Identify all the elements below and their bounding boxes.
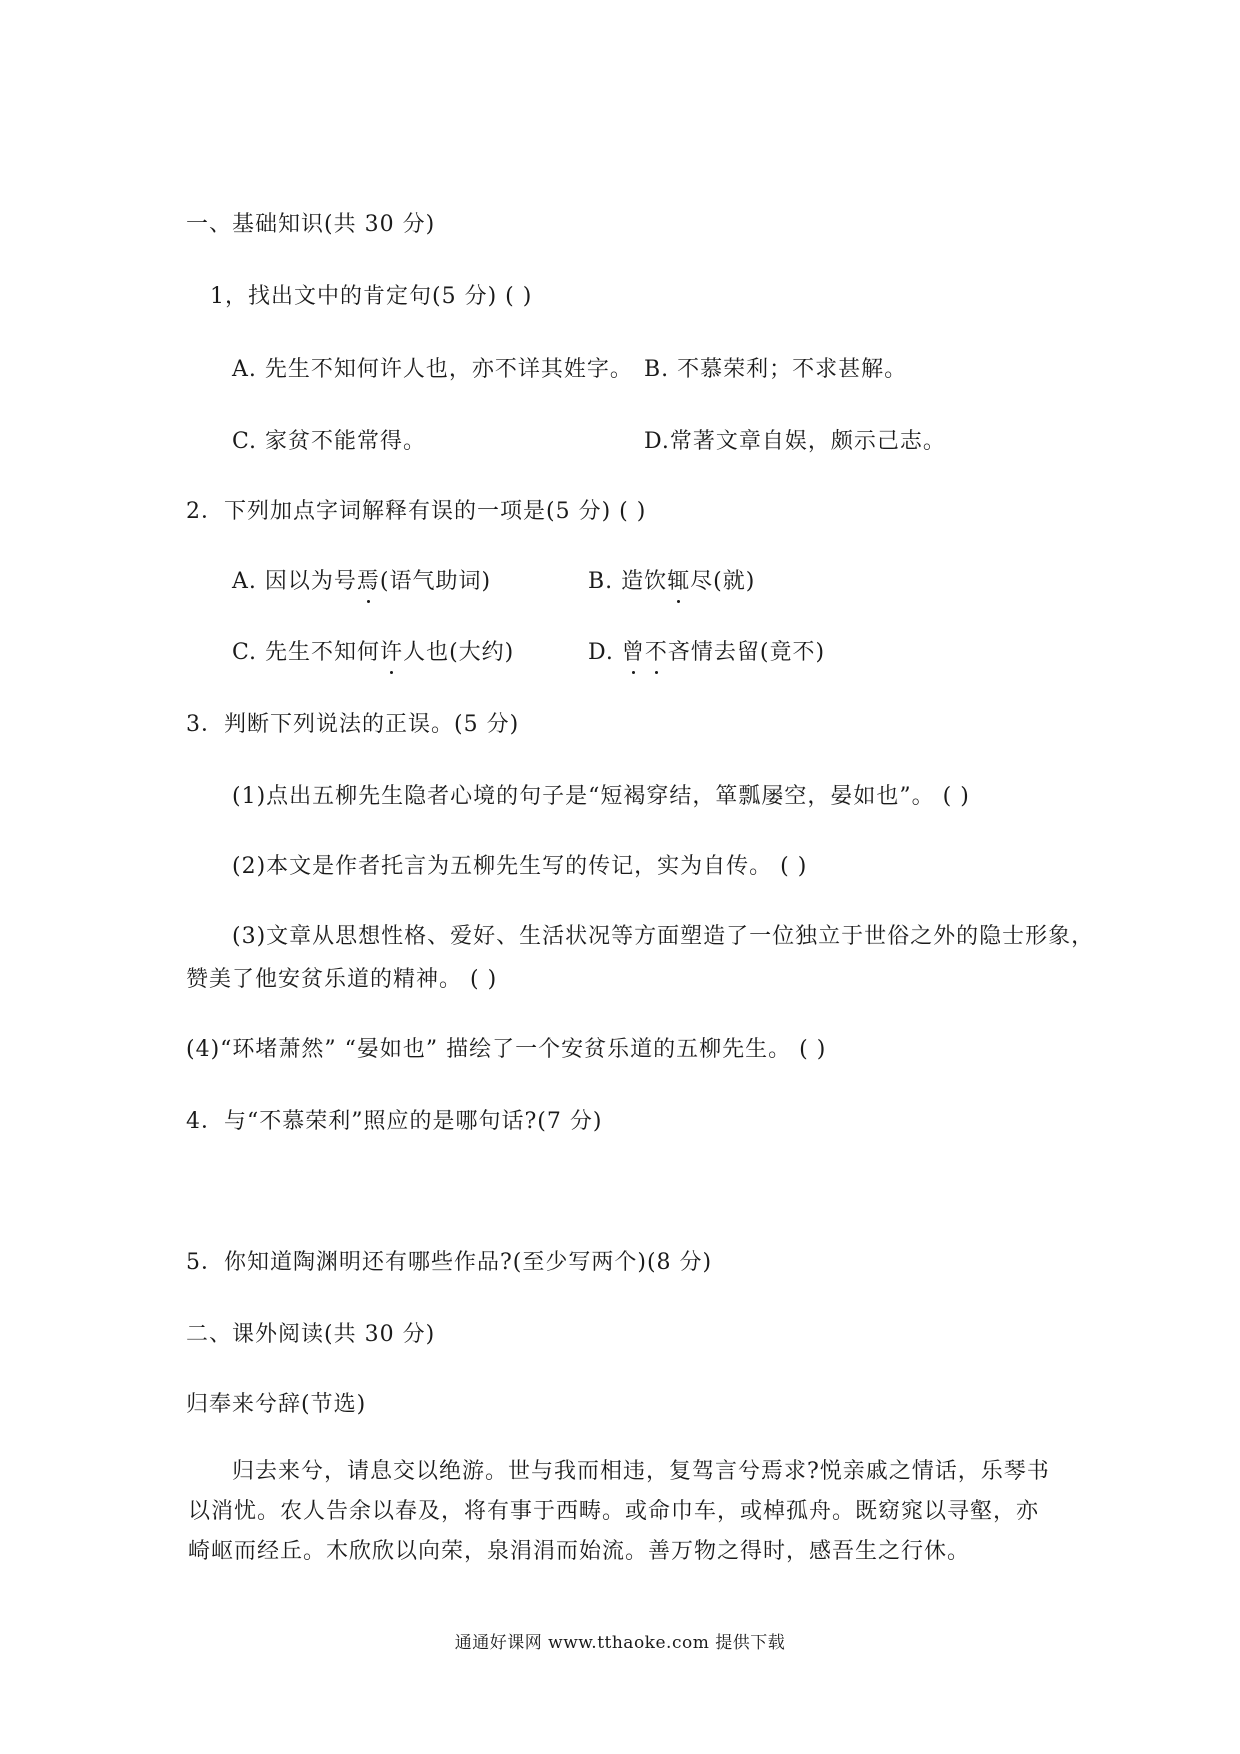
question-1-option-a: A. 先生不知何许人也，亦不详其姓字。 <box>232 357 633 382</box>
question-2-stem: 2．下列加点字词解释有误的一项是(5 分) ( ) <box>186 499 647 524</box>
question-1-option-d: D.常著文章自娱，颇示己志。 <box>644 429 946 454</box>
option-text: 人也(大约) <box>403 640 515 665</box>
question-5-stem: 5．你知道陶渊明还有哪些作品?(至少写两个)(8 分) <box>186 1250 713 1275</box>
question-3-statement-4: (4)“环堵萧然” “晏如也” 描绘了一个安贫乐道的五柳先生。 ( ) <box>186 1037 827 1062</box>
question-2-option-a <box>232 567 491 597</box>
question-1-option-b: B. 不慕荣利；不求甚解。 <box>644 357 908 382</box>
option-text: A. 因以为号 <box>232 569 357 594</box>
section-2-heading: 二、课外阅读(共 30 分) <box>186 1322 436 1347</box>
dotted-character: 焉 <box>357 567 380 597</box>
option-text: D. <box>588 640 622 665</box>
option-text: 吝情去留(竟不) <box>667 640 826 665</box>
question-3-statement-2: (2)本文是作者托言为五柳先生写的传记，实为自传。 ( ) <box>232 854 808 879</box>
question-2-option-c <box>232 638 514 668</box>
dotted-character: 曾 <box>622 638 645 668</box>
question-1-stem: 1，找出文中的肯定句(5 分) ( ) <box>210 284 533 309</box>
question-4-stem: 4．与“不慕荣利”照应的是哪句话?(7 分) <box>186 1109 603 1134</box>
question-2-option-d <box>588 638 825 668</box>
dotted-character: 辄 <box>667 567 690 597</box>
question-2-option-b <box>588 567 755 597</box>
passage-text: 归去来兮，请息交以绝游。世与我而相违，复驾言兮焉求?悦亲戚之情话，乐琴书以消忧。农人告余以春及，将有事于西畴。或命巾车，或棹孤舟。既窈窕以寻壑，亦崎岖而经丘。木欣欣以向荣，泉涓涓而始流。善万物之得时，感吾生之行休。 <box>188 1459 1050 1564</box>
dotted-character: 不 <box>645 638 668 668</box>
option-text: (语气助词) <box>379 569 492 594</box>
question-1-option-c: C. 家贫不能常得。 <box>232 429 427 454</box>
dotted-character: 许 <box>380 638 403 668</box>
question-3-statement-3: (3)文章从思想性格、爱好、生活状况等方面塑造了一位独立于世俗之外的隐士形象， <box>232 924 1095 949</box>
question-3-statement-1: (1)点出五柳先生隐者心境的句子是“短褐穿结，箪瓢屡空，晏如也”。 ( ) <box>232 784 970 809</box>
passage-title: 归奉来兮辞(节选) <box>186 1392 367 1417</box>
option-text: 尽(就) <box>690 569 756 594</box>
section-1-heading: 一、基础知识(共 30 分) <box>186 212 436 237</box>
question-3-statement-3-cont: 赞美了他安贫乐道的精神。 ( ) <box>186 967 498 992</box>
option-text: C. 先生不知何 <box>232 640 381 665</box>
option-text: B. 造饮 <box>588 569 668 594</box>
footer-credit: 通通好课网 www.tthaoke.com 提供下载 <box>454 1633 786 1653</box>
question-3-stem: 3．判断下列说法的正误。(5 分) <box>186 712 520 737</box>
